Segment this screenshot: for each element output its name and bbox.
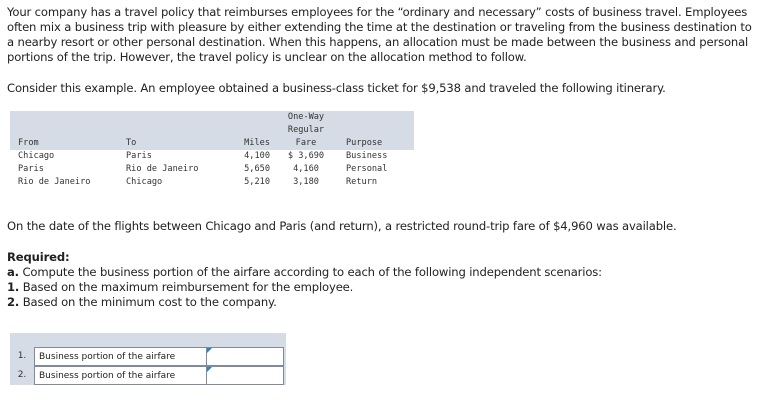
fare-header-line2 [10,124,414,137]
alternative-fare-paragraph: On the date of the flights between Chicago and Paris (and return), a restricted round-trip fare of $4,960 was available. [7,219,677,233]
header-miles: Miles [244,138,270,148]
example-paragraph: Consider this example. An employee obtained a business-class ticket for $9,538 and traveled the following itinerary. [7,81,666,95]
fare-header-line1 [10,111,414,124]
cell-from: Rio de Janeiro [18,177,91,187]
requirement-a-text: Compute the business portion of the airfare according to each of the following independent scenarios: [22,265,602,279]
requirement-item-1 [7,280,759,295]
cell-purpose: Personal [346,164,388,174]
header-to: To [126,138,137,148]
answer-row-1 [10,347,286,366]
answer-row-number: 2. [17,370,27,380]
cell-to: Rio de Janeiro [126,164,199,174]
answer-table [10,333,286,385]
business-portion-input-2[interactable] [206,366,284,385]
intro-paragraph: Your company has a travel policy that reimburses employees for the “ordinary and necessary” costs of business travel. Employees often mix a business trip with pleasure by either extending the time at the destination or traveling from the business destination to a nearby resort or other personal destination. When this happens, an allocation must be made between the business and personal portions of the trip. However, the travel policy is unclear on the allocation method to follow. [7,5,752,64]
requirement-item-text: Based on the minimum cost to the company. [22,295,277,309]
cell-purpose: Business [346,151,388,161]
header-from: From [18,138,39,148]
fare-header-line2-text: Regular [287,125,325,135]
requirement-a-label: a. [7,265,19,279]
required-section [7,250,759,310]
required-heading: Required: [7,250,70,264]
fare-header-line1-text: One-Way [287,112,325,122]
requirement-item-2 [7,295,759,310]
table-row [10,150,414,163]
header-purpose: Purpose [346,138,383,148]
cell-miles: 5,650 [244,164,270,174]
requirement-item-num: 1. [7,280,20,294]
table-row [10,163,414,176]
cell-fare: 3,180 [293,177,319,187]
answer-row-label: Business portion of the airfare [34,347,210,366]
business-portion-input-1[interactable] [206,347,284,366]
cell-fare: 4,160 [293,164,319,174]
cell-fare: $ 3,690 [287,151,325,161]
answer-row-label: Business portion of the airfare [34,366,210,385]
requirement-a [7,265,759,280]
cell-miles: 5,210 [244,177,270,187]
cell-from: Chicago [18,151,55,161]
cell-purpose: Return [346,177,378,187]
cell-miles: 4,100 [244,151,270,161]
header-fare: Fare [295,138,317,148]
requirement-item-num: 2. [7,295,20,309]
cell-from: Paris [18,164,44,174]
answer-row-2 [10,366,286,385]
itinerary-header-row [10,137,414,150]
cell-to: Chicago [126,177,163,187]
table-row [10,176,414,189]
requirement-item-text: Based on the maximum reimbursement for the employee. [22,280,354,294]
cell-to: Paris [126,151,152,161]
answer-row-number: 1. [17,351,27,361]
itinerary-table [10,111,414,193]
